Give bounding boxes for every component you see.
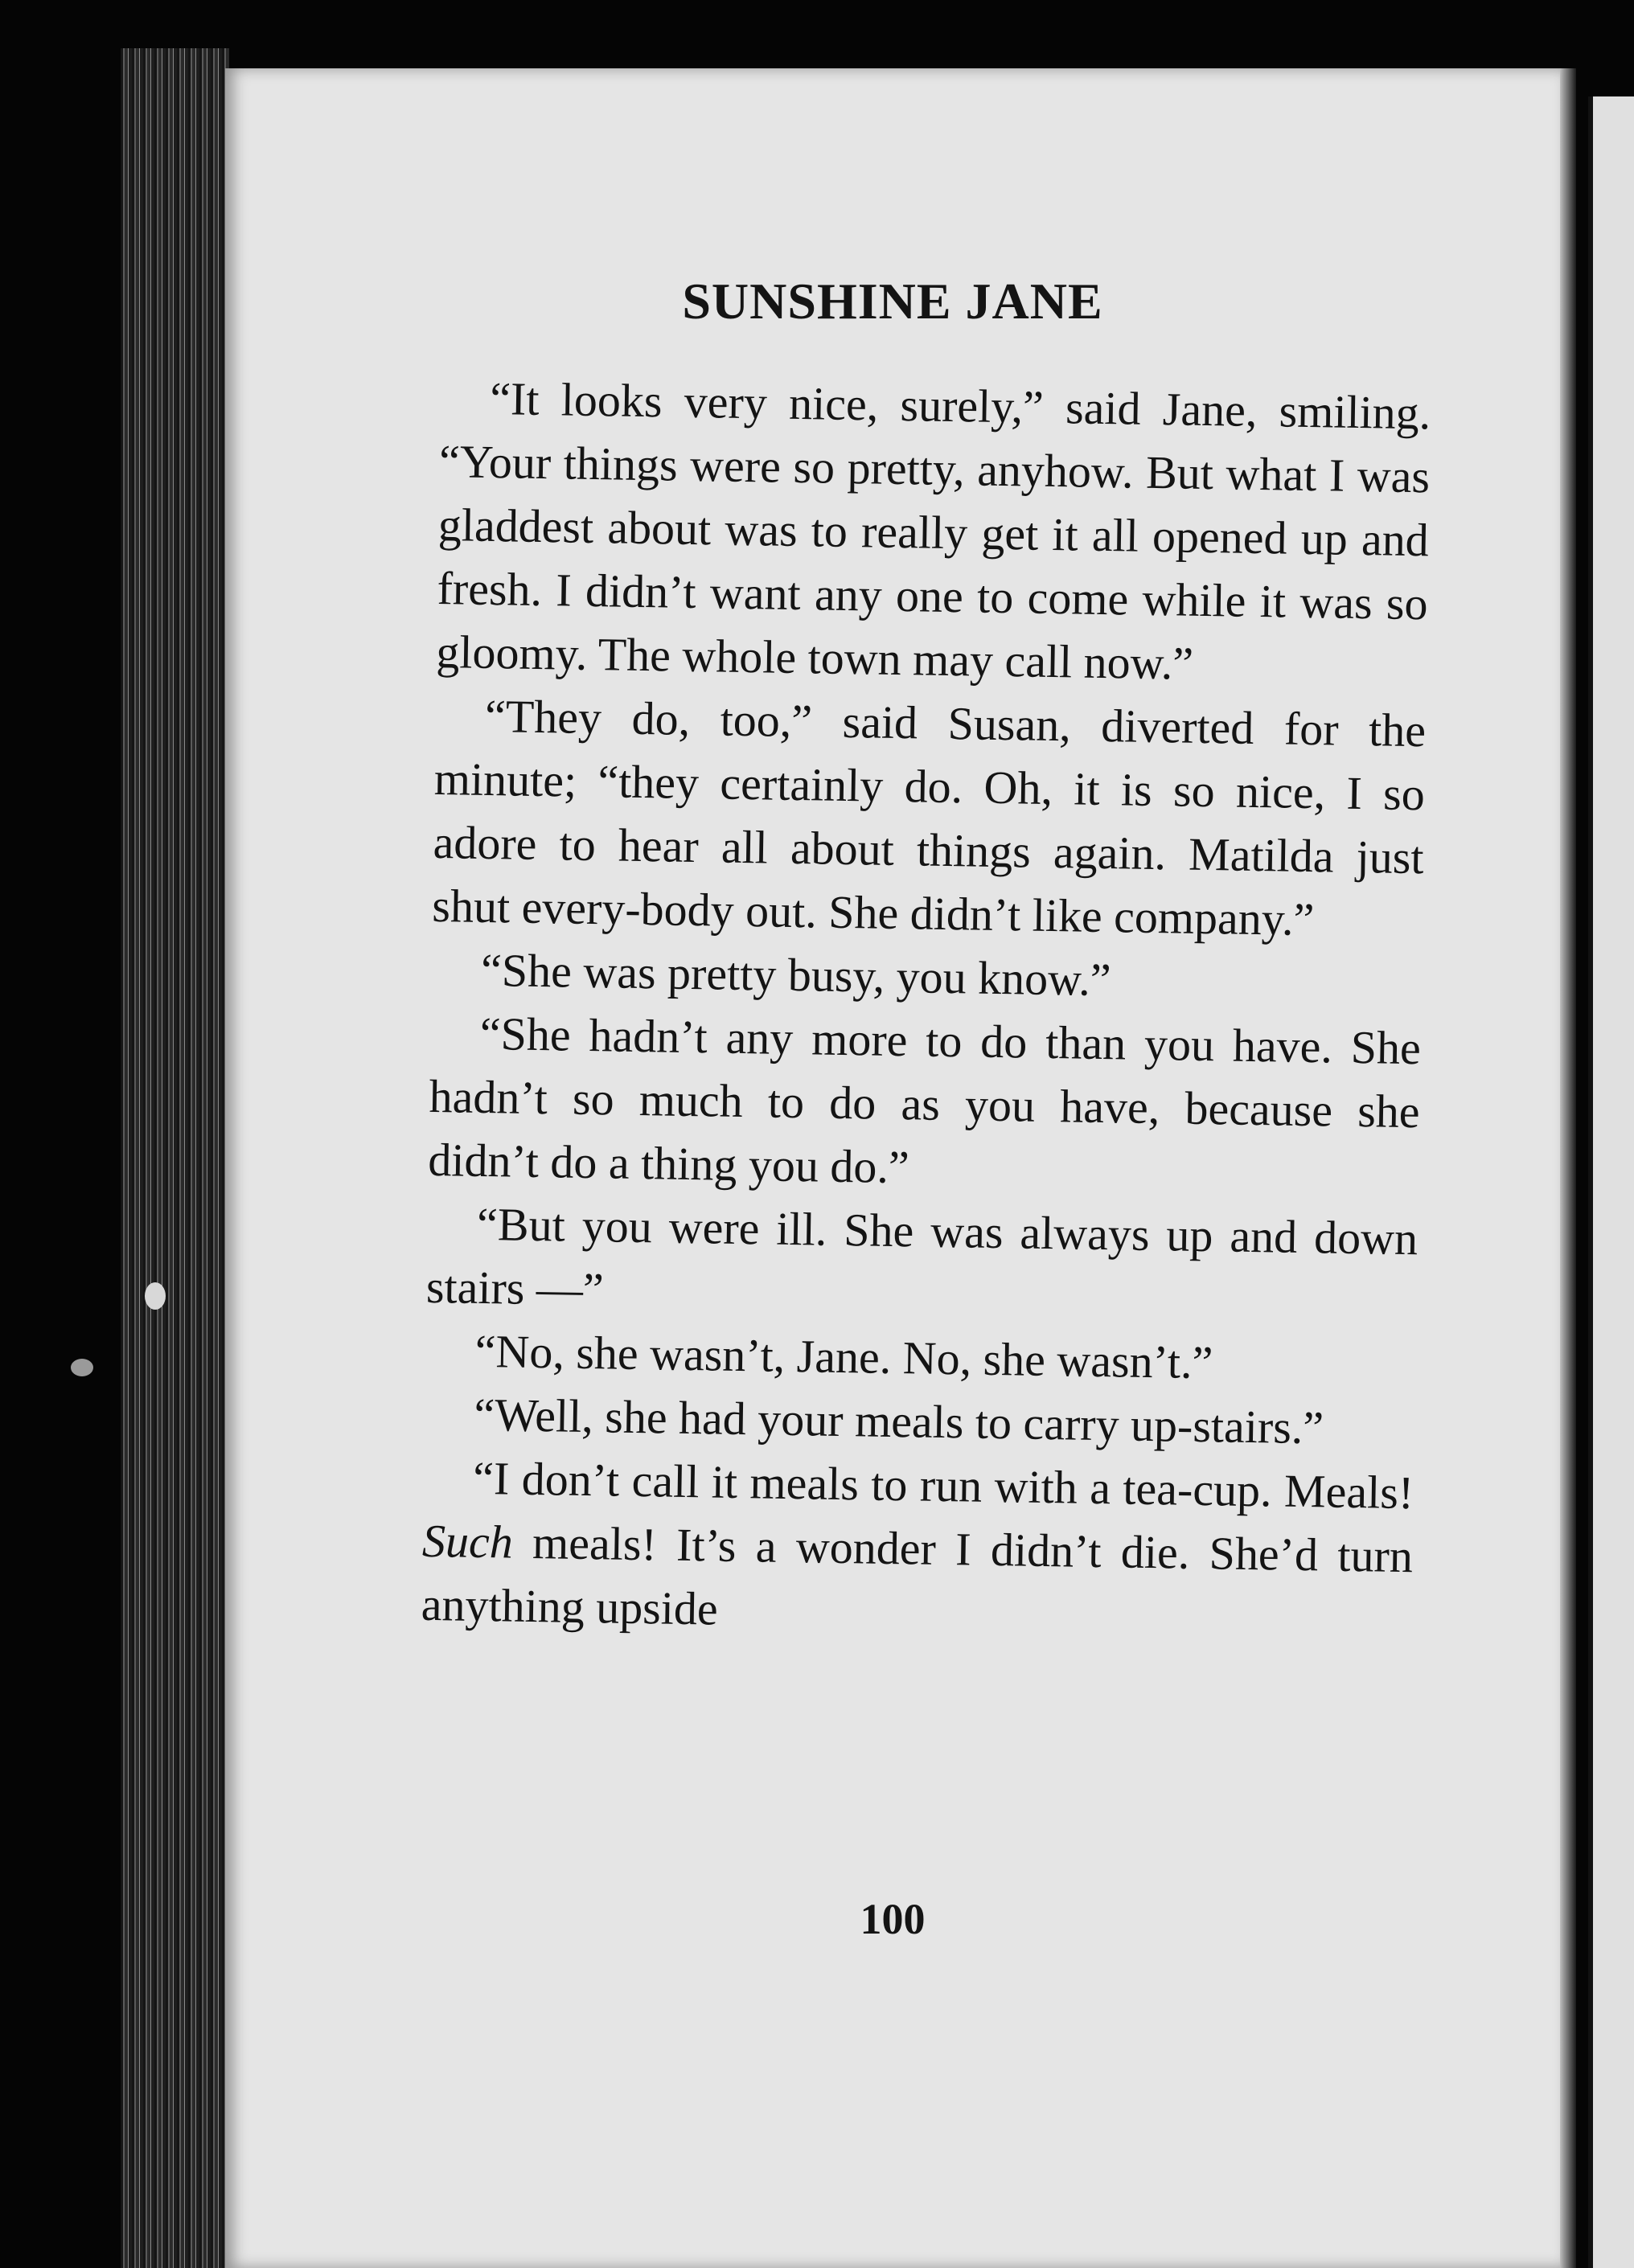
binding-mark (71, 1359, 93, 1376)
page-gutter (1560, 68, 1576, 2268)
paragraph-last (421, 1446, 1414, 1651)
paragraph: “She was pretty busy, you know.” (480, 943, 1112, 1007)
facing-page-edge (1588, 96, 1634, 2268)
paragraph: “But you were ill. She was always up and down stairs —” (425, 1197, 1418, 1316)
binding-mark (145, 1282, 166, 1310)
page-body (421, 366, 1431, 1651)
text-run: meals! It’s a wonder I didn’t die. She’d turn anything upside (421, 1515, 1414, 1635)
page-number: 100 (860, 1895, 926, 1943)
paragraph: “It looks very nice, surely,” said Jane, smiling. “Your things were so pretty, anyhow. But what I was gladdest about was to really get it all opened up and fresh. I didn’t want any one to come while it was so gloomy. The whole town may call now.” (435, 371, 1431, 690)
paragraph: “Well, she had your meals to carry up-stairs.” (474, 1388, 1324, 1454)
paragraph: “No, she wasn’t, Jane. No, she wasn’t.” (474, 1324, 1213, 1389)
text-run: “I don’t call it meals to run with a tea-cup. Meals! (472, 1451, 1414, 1520)
running-head: SUNSHINE JANE (682, 273, 1103, 330)
paragraph: “They do, too,” said Susan, diverted for the minute; “they certainly do. Oh, it is so nice, I so adore to hear all about things again. Matilda just shut every-body out. She didn’t like company.” (431, 689, 1427, 946)
book-page-edges (121, 48, 229, 2268)
paragraph: “She hadn’t any more to do than you have. She hadn’t so much to do as you have, because she didn’t do a thing you do.” (427, 1007, 1422, 1194)
italic-emphasis: Such (421, 1514, 514, 1569)
